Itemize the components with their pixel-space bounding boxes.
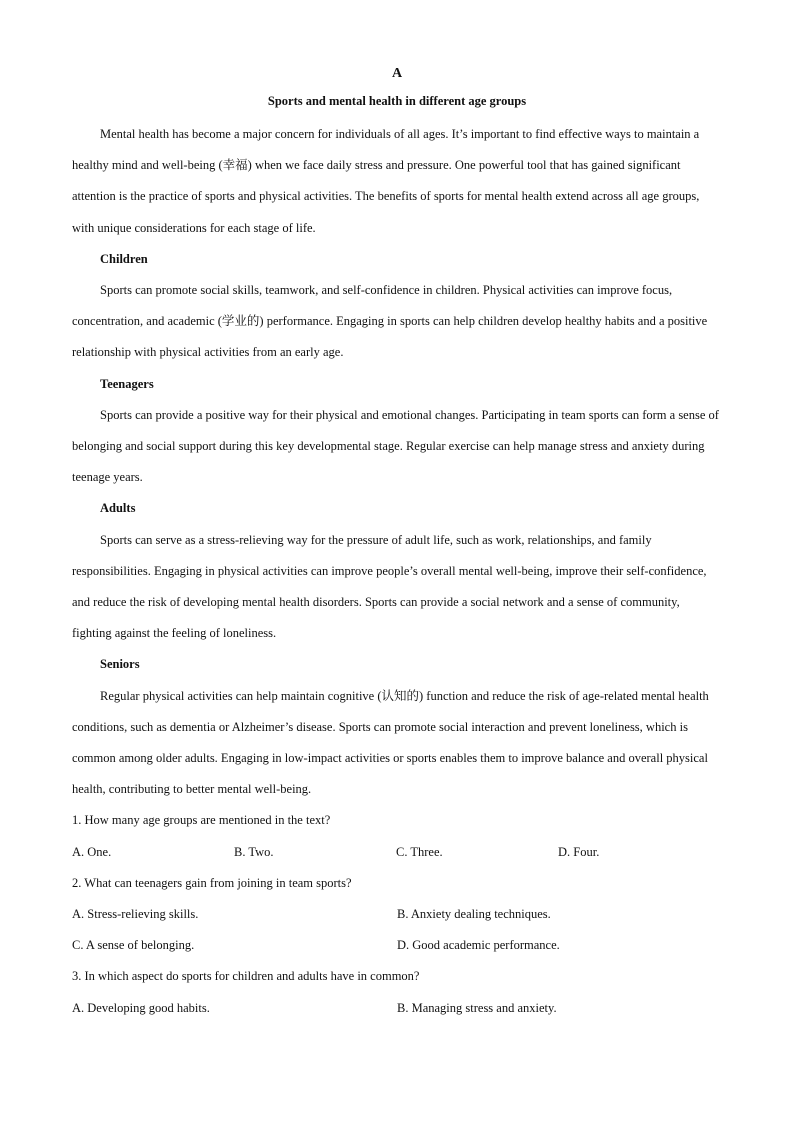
intro-paragraph: Mental health has become a major concern for individuals of all ages. It’s important to find effective ways to maintain a healthy mind and well-being (幸福) when we face daily stress and pressure. One powerful tool that has gained significant attention is the practice of sports and physical activities. The benefits of sports for mental health extend across all age groups, with unique considerations for each stage of life.	[72, 127, 700, 235]
question-1-option-c: C. Three.	[396, 844, 443, 859]
question-3-option-b: B. Managing stress and anxiety.	[397, 1000, 557, 1015]
question-1-stem: 1. How many age groups are mentioned in the text?	[72, 813, 331, 828]
heading-teenagers: Teenagers	[100, 376, 154, 391]
section-letter: A	[391, 66, 403, 81]
question-2-stem: 2. What can teenagers gain from joining in team sports?	[72, 875, 352, 890]
paragraph-seniors: Regular physical activities can help maintain cognitive (认知的) function and reduce the risk of age-related mental health conditions, such as dementia or Alzheimer’s disease. Sports can promote social interaction and prevent loneliness, which is common among older adults. Engaging in low-impact activities or sports enables them to improve balance and overall physical health, contributing to better mental well-being.	[72, 688, 709, 797]
question-2-option-b: B. Anxiety dealing techniques.	[397, 907, 551, 922]
heading-adults: Adults	[100, 501, 136, 516]
question-2-option-c: C. A sense of belonging.	[72, 938, 195, 953]
document-page	[72, 62, 722, 1024]
question-3-stem: 3. In which aspect do sports for children and adults have in common?	[72, 969, 420, 984]
paragraph-adults: Sports can serve as a stress-relieving way for the pressure of adult life, such as work, relationships, and family responsibilities. Engaging in physical activities can improve people’s overall mental well-being, improve their self-confidence, and reduce the risk of developing mental health disorders. Sports can provide a social network and a sense of community, fighting against the feeling of loneliness.	[72, 532, 707, 641]
question-2-option-a: A. Stress-relieving skills.	[72, 907, 199, 922]
question-1-options	[72, 837, 722, 868]
question-1-option-a: A. One.	[72, 844, 112, 859]
heading-children: Children	[100, 251, 148, 266]
paragraph-children: Sports can promote social skills, teamwork, and self-confidence in children. Physical activities can improve focus, concentration, and academic (学业的) performance. Engaging in sports can help children develop healthy habits and a positive relationship with physical activities from an early age.	[72, 283, 708, 360]
question-2-option-d: D. Good academic performance.	[397, 938, 560, 953]
question-3-option-a: A. Developing good habits.	[72, 1000, 210, 1015]
question-1-option-d: D. Four.	[558, 844, 600, 859]
heading-seniors: Seniors	[100, 657, 140, 672]
passage-title: Sports and mental health in different age groups	[267, 94, 527, 108]
paragraph-teenagers: Sports can provide a positive way for their physical and emotional changes. Participating in team sports can form a sense of belonging and social support during this key developmental stage. Regular exercise can help manage stress and anxiety during teenage years.	[72, 407, 719, 485]
question-2-options	[72, 899, 722, 961]
question-1-option-b: B. Two.	[234, 844, 274, 859]
question-3-options	[72, 993, 722, 1024]
